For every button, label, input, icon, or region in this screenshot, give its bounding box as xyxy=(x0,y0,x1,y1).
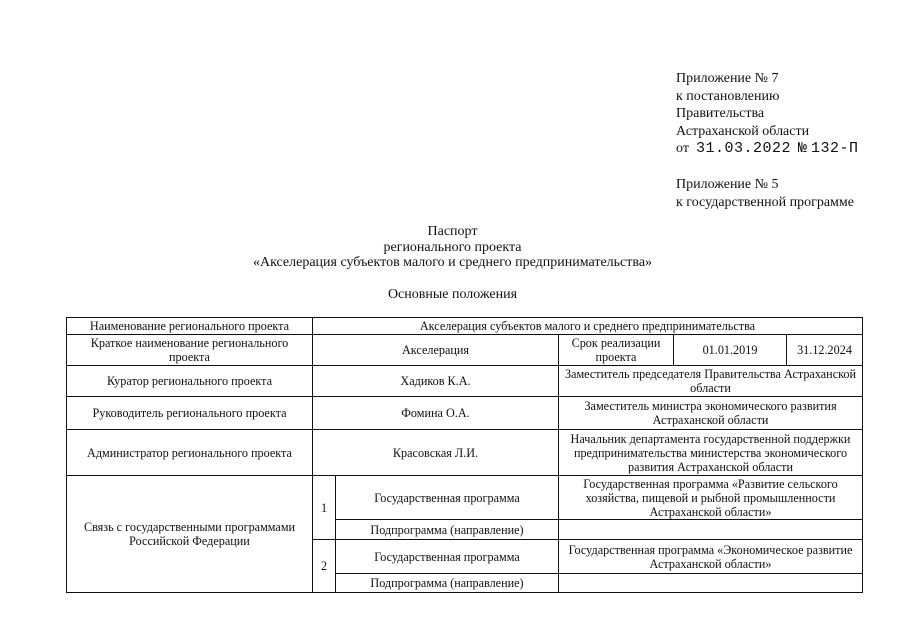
term-label: Срок реализации проекта xyxy=(559,335,674,366)
subprogram-value xyxy=(559,574,863,593)
decree-date: 31.03.2022 xyxy=(695,140,791,157)
title-line-3: «Акселерация субъектов малого и среднего предпринимательства» xyxy=(252,255,653,270)
program-label: Государственная программа xyxy=(336,476,559,520)
subprogram-value xyxy=(559,520,863,540)
table-row xyxy=(67,397,863,430)
appendix-5-title: Приложение № 5 xyxy=(676,177,779,192)
title-line-2: регионального проекта xyxy=(383,239,522,255)
name-label: Наименование регионального проекта xyxy=(67,318,313,335)
head-position: Заместитель министра экономического развития Астраханской области xyxy=(559,397,863,430)
subprogram-label: Подпрограмма (направление) xyxy=(336,574,559,593)
program-value: Государственная программа «Развитие сельского хозяйства, пищевой и рыбной промышленности Астраханской области» xyxy=(559,476,863,520)
term-end: 31.12.2024 xyxy=(787,335,863,366)
program-index: 2 xyxy=(313,540,336,593)
table-row xyxy=(67,476,863,520)
program-index: 1 xyxy=(313,476,336,540)
appendix-7-line2: к постановлению xyxy=(676,88,780,104)
appendix-7-date-line xyxy=(676,140,858,158)
admin-label: Администратор регионального проекта xyxy=(67,430,313,476)
appendix-7-line3: Правительства xyxy=(676,106,765,121)
program-value: Государственная программа «Экономическое развитие Астраханской области» xyxy=(559,540,863,574)
title-line-1: Паспорт xyxy=(427,224,478,239)
date-prefix: от xyxy=(676,141,689,156)
short-name-label: Краткое наименование регионального проекта xyxy=(67,335,313,366)
curator-name: Хадиков К.А. xyxy=(313,366,559,397)
curator-label: Куратор регионального проекта xyxy=(67,366,313,397)
table-row xyxy=(67,366,863,397)
appendix-7-block xyxy=(676,70,858,158)
table-row xyxy=(67,318,863,335)
decree-number: 132-П xyxy=(810,140,859,157)
name-value: Акселерация субъектов малого и среднего предпринимательства xyxy=(313,318,863,335)
program-label: Государственная программа xyxy=(336,540,559,574)
short-name-value: Акселерация xyxy=(313,335,559,366)
term-start: 01.01.2019 xyxy=(674,335,787,366)
number-prefix: № xyxy=(797,140,808,157)
section-subtitle: Основные положения xyxy=(387,287,518,302)
subprogram-label: Подпрограмма (направление) xyxy=(336,520,559,540)
document-title xyxy=(0,224,905,271)
appendix-7-line4: Астраханской области xyxy=(676,123,810,139)
appendix-5-block xyxy=(676,176,854,211)
passport-table xyxy=(66,317,863,593)
head-label: Руководитель регионального проекта xyxy=(67,397,313,430)
admin-name: Красовская Л.И. xyxy=(313,430,559,476)
admin-position: Начальник департамента государственной поддержки предпринимательства министерства экономического развития Астраханской области xyxy=(559,430,863,476)
head-name: Фомина О.А. xyxy=(313,397,559,430)
table-row xyxy=(67,430,863,476)
programs-link-label: Связь с государственными программами Российской Федерации xyxy=(67,476,313,593)
appendix-5-line2: к государственной программе xyxy=(676,194,854,210)
curator-position: Заместитель председателя Правительства Астраханской области xyxy=(559,366,863,397)
table-row xyxy=(67,335,863,366)
appendix-7-title: Приложение № 7 xyxy=(676,71,779,86)
